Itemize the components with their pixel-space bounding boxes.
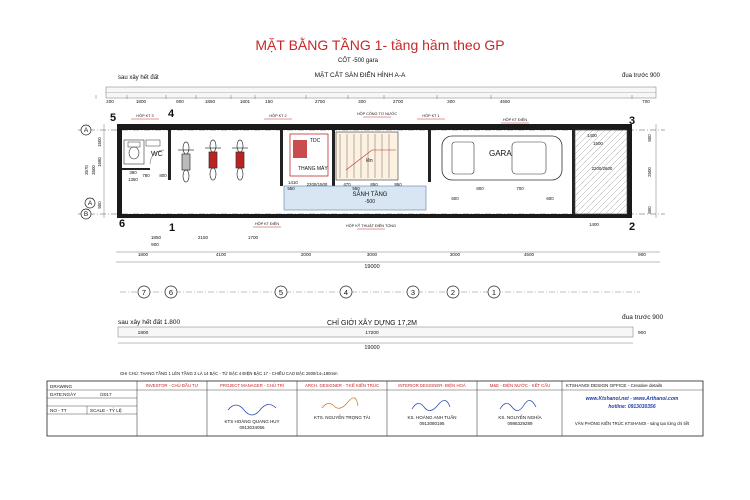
tb-web: www.Ktshanoi.net - www.Arthanoi.com xyxy=(585,396,679,402)
equipment-tag: HỘP KT 3 xyxy=(136,114,154,118)
left-dimension: 1500 xyxy=(97,137,102,147)
bottom-dimension: 3000 xyxy=(366,252,378,257)
interior-dimension: 380 xyxy=(129,170,137,175)
axis-number: 2 xyxy=(628,221,636,233)
interior-dimension: 470 xyxy=(343,182,351,187)
interior-dimension: 1350 xyxy=(128,177,138,182)
dimension-label: 200 xyxy=(106,99,114,104)
axis-bubble: 6 xyxy=(168,288,174,297)
garage xyxy=(442,136,562,180)
tb-interior: INTERIOR DESIGNER- ĐIỆN HOÀ xyxy=(398,383,466,388)
staircase xyxy=(336,132,398,180)
tb-pm: PROJECT MANAGER - CHỦ TRÌ xyxy=(219,383,285,388)
dimension-label: 1800 xyxy=(135,99,147,104)
tdc-label: TDC xyxy=(310,138,321,144)
elevator-car-icon xyxy=(293,140,307,158)
elevator-label: THANG MÁY xyxy=(298,166,328,172)
axis-number: 1 xyxy=(168,222,176,234)
axis-number: 4 xyxy=(167,108,175,120)
dimension-label: 900 xyxy=(176,99,184,104)
left-dimension: 1680 xyxy=(97,157,102,167)
lobby-level: -500 xyxy=(364,199,376,205)
boundary-total: 19000 xyxy=(364,345,380,351)
stair-up-label: lên xyxy=(366,158,373,164)
dimension-label: 1850 xyxy=(204,99,216,104)
dimension-label: 2700 xyxy=(392,99,404,104)
bottom-dimensions xyxy=(116,235,660,270)
interior-dimension: 600 xyxy=(451,196,459,201)
interior-dimension: 800 xyxy=(476,186,484,191)
boundary-dimension: 1800 xyxy=(137,331,149,336)
interior-signature xyxy=(412,400,450,410)
tb-no: NO - TT xyxy=(50,408,67,413)
motorbike-icon xyxy=(232,140,248,180)
dimension-label: 700 xyxy=(642,99,650,104)
tb-mep: M&E - ĐIỆN NƯỚC - KẾT CẤU xyxy=(489,383,551,388)
bottom-dimension: 2150 xyxy=(197,235,209,240)
tb-drawing: DRAWING xyxy=(50,384,73,389)
motorbike-icons xyxy=(178,140,248,182)
tb-scale: SCALE - TỶ LỆ xyxy=(90,408,122,413)
title-block xyxy=(47,381,703,436)
dimension-label: 2750 xyxy=(314,99,326,104)
interior-dimension: 950 xyxy=(394,182,402,187)
axis-bubble: 4 xyxy=(343,288,349,297)
dimension-label: 300 xyxy=(358,99,366,104)
arch-signature xyxy=(322,398,358,408)
interior-dimension: 1400 xyxy=(589,222,599,227)
interior-dimension: 850 xyxy=(370,182,378,187)
interior-dimension: 550 xyxy=(287,186,295,191)
tb-office: KTSHANOI DESIGN OFFICE - Creative details xyxy=(566,383,663,388)
tb-date: DATE:NGÀY xyxy=(50,392,77,397)
axis-bubble: 1 xyxy=(491,288,497,297)
dimension-label: 300 xyxy=(447,99,455,104)
pm-signature xyxy=(228,404,276,415)
left-dimension: 500 xyxy=(97,201,102,209)
equipment-tag: HỘP KT ĐIỆN xyxy=(254,222,280,226)
right-dimension: 500 xyxy=(647,206,652,214)
bottom-dimension: 900 xyxy=(638,252,646,257)
interior-dimension: 2200/1500 xyxy=(306,182,328,187)
boundary-label: CHỈ GIỚI XÂY DỰNG 17,2M xyxy=(326,320,418,327)
rear-note: sau xây hết đất xyxy=(118,75,159,81)
tb-hotline: hotline: 0913030356 xyxy=(608,404,656,410)
equipment-tag: HỘP KT 2 xyxy=(269,114,287,118)
interior-dimension: 800 xyxy=(159,173,167,178)
plan-subtitle: CỐT -500 gara xyxy=(338,58,378,64)
tb-interior-phone: 0913080195 xyxy=(419,421,445,426)
bottom-dimension: 4500 xyxy=(523,252,535,257)
axis-letter: B xyxy=(83,211,89,219)
axis-bubble: 3 xyxy=(410,288,416,297)
boundary-rear-note: sau xây hết đất 1.800 xyxy=(118,319,181,326)
dimension-label: 150 xyxy=(265,99,273,104)
bottom-dimension: 1800 xyxy=(137,252,149,257)
tb-pm-phone: 0913034056 xyxy=(239,425,265,430)
tb-arch-name: KTS. NGUYỄN TRỌNG TÀI xyxy=(313,415,371,420)
wc-room xyxy=(124,140,164,164)
tb-investor: INVESTOR - CHỦ ĐẦU TƯ xyxy=(145,383,199,388)
bottom-dimension: 1700 xyxy=(247,235,259,240)
bottom-dimension: 1850 xyxy=(150,235,162,240)
left-dimension: 3570 xyxy=(84,165,89,175)
tb-interior-name: KS. HOÀNG ANH TUẤN xyxy=(407,415,457,420)
axis-bubble: 5 xyxy=(278,288,284,297)
interior-dimension: 780 xyxy=(142,173,150,178)
total-length: 19000 xyxy=(364,264,380,270)
mep-signature xyxy=(500,400,536,410)
tb-mep-name: KS. NGUYỄN NGHĨA xyxy=(498,415,542,420)
left-dimension: 3500 xyxy=(91,165,96,175)
equipment-tag: HỘP KT ĐIỆN xyxy=(502,118,528,122)
equipment-tag: HỘP KT 1 xyxy=(422,114,440,118)
tb-pm-name: KTS HOÀNG QUANG HUY xyxy=(224,419,280,424)
bottom-dimension: 3000 xyxy=(449,252,461,257)
lobby-label: SẢNH TẦNG xyxy=(352,192,388,198)
dimension-label: 1801 xyxy=(239,99,251,104)
axis-number: 3 xyxy=(628,115,636,127)
bottom-dimension: 900 xyxy=(151,242,159,247)
front-note: đua trước 900 xyxy=(622,73,660,79)
interior-dimension: 1500 xyxy=(593,141,603,146)
right-dimensions xyxy=(647,124,656,218)
tb-date-value: /2017 xyxy=(100,392,112,397)
axis-bubble: 7 xyxy=(141,288,147,297)
sink-icon xyxy=(146,140,160,146)
equipment-tag: HỘP KỸ THUẬT ĐIỆN TỔNG xyxy=(346,224,396,228)
wc-label: WC xyxy=(151,151,163,158)
motorbike-icon xyxy=(205,140,221,180)
interior-dimension: 700 xyxy=(516,186,524,191)
interior-dimension: 2200/2600 xyxy=(591,166,613,171)
garage-label: GARA xyxy=(489,149,512,158)
right-dimension: 2500 xyxy=(647,167,652,177)
bottom-dimension: 4100 xyxy=(215,252,227,257)
toilet-icon xyxy=(129,147,139,159)
stair-note: GHI CHÚ: THANG TẦNG 1 LÊN TẦNG 2 LÀ 14 BẬC - TỪ BẬC 4 ĐIỆN BẬC 17 - CHIỀU CAO BẬC 2500/14=180mm xyxy=(120,371,338,376)
equipment-tag: HỘP CÔNG TƠ NƯỚC xyxy=(356,112,398,116)
axis-letter: A xyxy=(87,200,93,208)
boundary-front-note: đua trước 900 xyxy=(622,314,664,321)
axis-number: 6 xyxy=(118,218,126,230)
interior-dimension: 550 xyxy=(352,186,360,191)
axis-bubble: 2 xyxy=(450,288,456,297)
right-dimension: 500 xyxy=(647,134,652,142)
elevator-shaft xyxy=(290,134,328,176)
boundary-dimension: 900 xyxy=(637,331,647,336)
interior-dimension: 600 xyxy=(546,196,554,201)
boundary-dimension: 17200 xyxy=(365,331,379,336)
plan-title: MẶT BẰNG TẦNG 1- tầng hầm theo GP xyxy=(255,37,505,53)
bottom-dimension: 2000 xyxy=(300,252,312,257)
tb-arch: ARCH. DESIGNER - T.KẾ KIẾN TRÚC xyxy=(304,383,380,388)
interior-dimension: 1400 xyxy=(587,133,597,138)
motorbike-icon xyxy=(178,142,194,182)
tb-office-vn: VĂN PHÒNG KIẾN TRÚC KTSHANOI - sáng tạo từng chi tiết xyxy=(574,421,690,426)
dimension-label: 4550 xyxy=(499,99,511,104)
axis-number: 5 xyxy=(109,112,117,124)
section-label: MẶT CẮT SÀN ĐIỂN HÌNH A-A xyxy=(314,72,406,79)
interior-dimension: 1410 xyxy=(288,180,298,185)
axis-letter: A xyxy=(83,127,89,135)
tb-mep-phone: 0986329289 xyxy=(507,421,533,426)
